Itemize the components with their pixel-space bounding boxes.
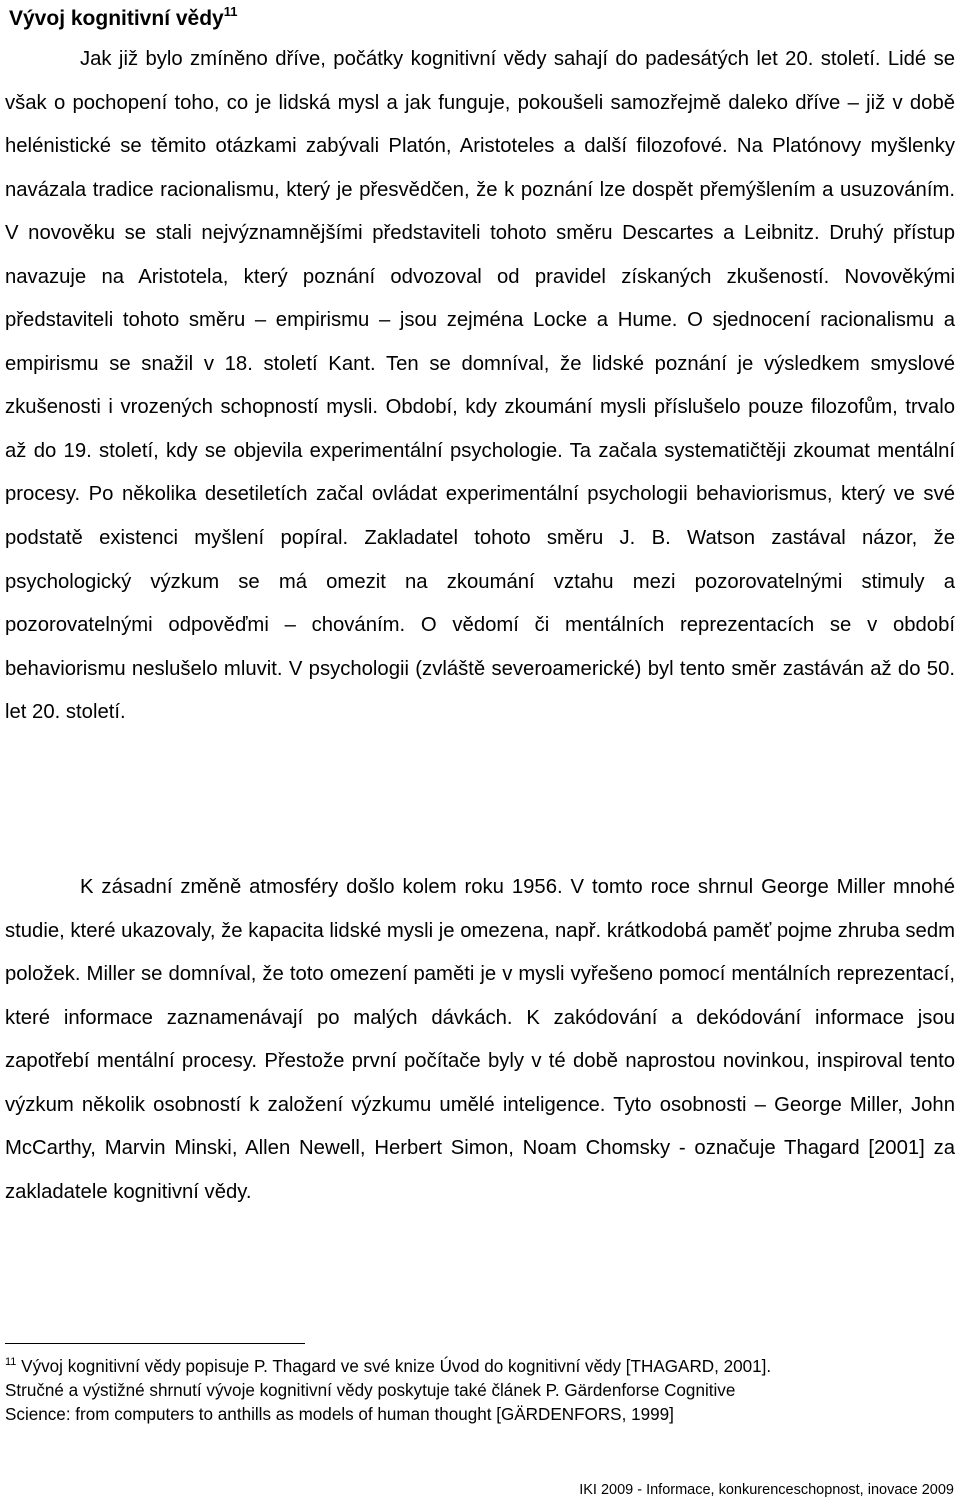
footnote-mark: 11 — [5, 1356, 17, 1368]
footnote-line: Stručné a výstižné shrnutí vývoje kognitivní vědy poskytuje také článek P. Gärdenforse Cognitive — [5, 1381, 736, 1400]
footnote-line: Science: from computers to anthills as models of human thought [GÄRDENFORS, 1999] — [5, 1405, 674, 1424]
section-title: Vývoj kognitivní vědy — [9, 7, 224, 30]
body-paragraph: Jak již bylo zmíněno dříve, počátky kognitivní vědy sahají do padesátých let 20. století. Lidé se však o pochopení toho, co je lidská mysl a jak funguje, pokoušeli samozřejmě daleko dříve – již v době helénistické se těmito otázkami zabývali Platón, Aristoteles a další filozofové. Na Platónovy myšlenky navázala tradice racionalismu, který je přesvědčen, že k poznání lze dospět přemýšlením a usuzováním. V novověku se stali nejvýznamnějšími představiteli tohoto směru Descartes a Leibnitz. Druhý přístup navazuje na Aristotela, který poznání odvozoval od pravidel získaných zkušeností. Novověkými představiteli tohoto směru – empirismu – jsou zejména Locke a Hume. O sjednocení racionalismu a empirismu se snažil v 18. století Kant. Ten se domníval, že lidské poznání je výsledkem smyslové zkušenosti i vrozených schopností mysli. Období, kdy zkoumání mysli příslušelo pouze filozofům, trvalo až do 19. století, kdy se objevila experimentální psychologie. Ta začala systematičtěji zkoumat mentální procesy. Po několika desetiletích začal ovládat experimentální psychologii behaviorismus, který ve své podstatě existenci myšlení popíral. Zakladatel tohoto směru J. B. Watson zastával názor, že psychologický výzkum se má omezit na zkoumání vztahu mezi pozorovatelnými stimuly a pozorovatelnými odpověďmi – chováním. O vědomí či mentálních reprezentacích se v období behaviorismu neslušelo mluvit. V psychologii (zvláště severoamerické) byl tento směr zastáván až do 50. let 20. století. — [5, 48, 955, 724]
page-footer: IKI 2009 - Informace, konkurenceschopnost, inovace 2009 — [579, 1482, 954, 1498]
footnote — [5, 1355, 955, 1427]
footnote-text: Vývoj kognitivní vědy popisuje P. Thagard ve své knize Úvod do kognitivní vědy [THAGARD, 2001]. — [21, 1357, 772, 1376]
footnote-line — [5, 1355, 955, 1379]
body-paragraph: K zásadní změně atmosféry došlo kolem roku 1956. V tomto roce shrnul George Miller mnohé studie, které ukazovaly, že kapacita lidské mysli je omezena, např. krátkodobá paměť pojme zhruba sedm položek. Miller se domníval, že toto omezení paměti je v mysli vyřešeno pomocí mentálních reprezentací, které informace zaznamenávají po malých dávkách. K zakódování a dekódování informace jsou zapotřebí mentální procesy. Přestože první počítače byly v té době naprostou novinkou, inspiroval tento výzkum několik osobností k založení výzkumu umělé inteligence. Tyto osobnosti – George Miller, John McCarthy, Marvin Minski, Allen Newell, Herbert Simon, Noam Chomsky - označuje Thagard [2001] za zakladatele kognitivní vědy. — [5, 876, 955, 1203]
footnote-reference: 11 — [223, 4, 238, 19]
section-heading — [9, 4, 237, 34]
footnote-separator — [5, 1343, 305, 1344]
